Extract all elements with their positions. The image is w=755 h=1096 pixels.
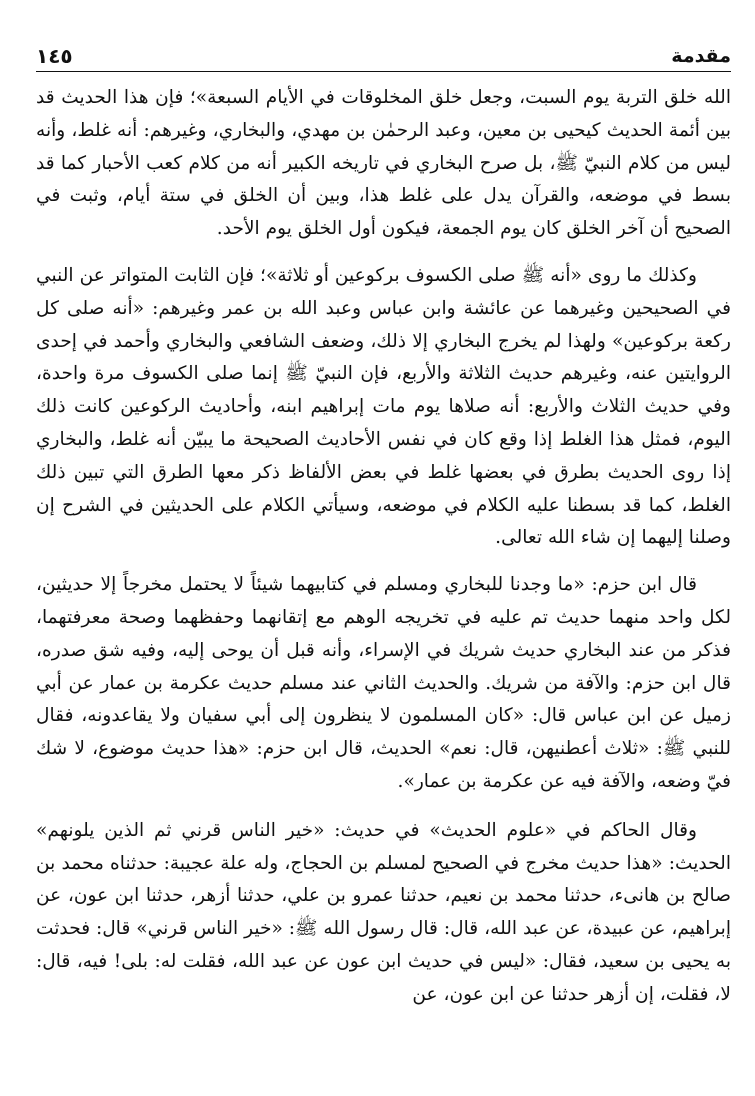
- paragraph-4: وقال الحاكم في «علوم الحديث» في حديث: «خير الناس قرني ثم الذين يلونهم» الحديث: «هذا حديث مخرج في الصحيح لمسلم بن الحجاج، وله علة عجيبة: حدثناه محمد بن صالح بن هانىء، حدثنا محمد بن نعيم، حدثنا عمرو بن علي، حدثنا أزهر، حدثنا ابن عون، عن إبراهيم، عن عبيدة، عن عبد الله، قال: قال رسول الله ﷺ: «خير الناس قرني» قال: فحدثت به يحيى بن سعيد، فقال: «ليس في حديث ابن عون عن عبد الله، فقلت له: بلى! فيه، قال: لا، فقلت، إن أزهر حدثنا عن ابن عون، عن: [36, 819, 731, 1005]
- paragraph-3: قال ابن حزم: «ما وجدنا للبخاري ومسلم في كتابيهما شيئاً لا يحتمل مخرجاً إلا حديثين، لكل واحد منهما حديث تم عليه في تخريجه الوهم مع إتقانهما وحفظهما وصحة معرفتهما، فذكر من عند البخاري حديث شريك في الإسراء، وأنه قبل أن يوحى إليه، وفيه شق صدره، قال ابن حزم: والآفة من شريك. والحديث الثاني عند مسلم حديث عكرمة بن عمار عن أبي زميل عن ابن عباس قال: «كان المسلمون لا ينظرون إلى أبي سفيان ولا يقاعدونه، فقال للنبي ﷺ: «ثلاث أعطنيهن، قال: نعم» الحديث، قال ابن حزم: «هذا حديث موضوع، لا شك فيّ وضعه، والآفة فيه عن عكرمة بن عمار».: [36, 574, 731, 792]
- paragraph-2: وكذلك ما روى «أنه ﷺ صلى الكسوف بركوعين أو ثلاثة»؛ فإن الثابت المتواتر عن النبي في الصحيحين وغيرهما عن عائشة وابن عباس وعبد الله بن عمر وغيرهم: «أنه صلى كل ركعة بركوعين» ولهذا لم يخرج البخاري إلا ذلك، وضعف الشافعي والبخاري وأحمد في إحدى الروايتين عنه، وغيرهم حديث الثلاثة والأربع، فإن النبيّ ﷺ إنما صلى الكسوف مرة واحدة، وفي حديث الثلاث والأربع: أنه صلاها يوم مات إبراهيم ابنه، وأحاديث الركوعين كانت ذلك اليوم، فمثل هذا الغلط إذا وقع كان في نفس الأحاديث الصحيحة ما يبيّن أنه غلط، والبخاري إذا روى الحديث بطرق في بعضها غلط في بعض الألفاظ ذكر معها الطرق التي تبين ذلك الغلط، كما قد بسطنا عليه الكلام في موضعه، وسيأتي الكلام على الحديثين في الشرح إن وصلنا إليهما إن شاء الله تعالى.: [36, 264, 731, 549]
- page-header: [36, 38, 731, 68]
- page-number: ١٤٥: [36, 44, 73, 68]
- running-head: مقدمة: [671, 45, 731, 67]
- header-rule: [36, 71, 731, 72]
- paragraph-1: الله خلق التربة يوم السبت، وجعل خلق المخلوقات في الأيام السبعة»؛ فإن هذا الحديث قد بين أئمة الحديث كيحيى بن معين، وعبد الرحمٰن بن مهدي، والبخاري، وغيرهم: أنه غلط، وأنه ليس من كلام النبيّ ﷺ، بل صرح البخاري في تاريخه الكبير أنه من كلام كعب الأحبار كما قد بسط في موضعه، والقرآن يدل على غلط هذا، وبين أن الخلق في ستة أيام، وثبت في الصحيح أن آخر الخلق كان يوم الجمعة، فيكون أول الخلق يوم الأحد.: [36, 87, 731, 240]
- body-text: [36, 82, 731, 1012]
